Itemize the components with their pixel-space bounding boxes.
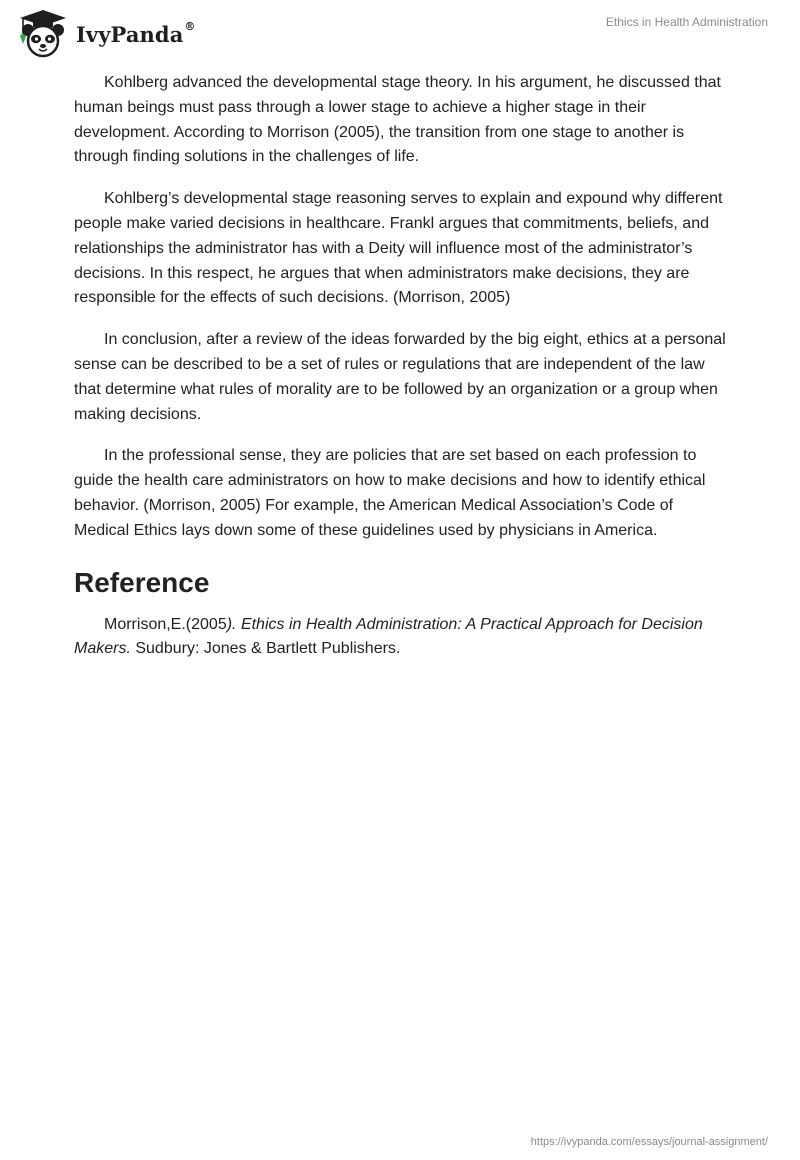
paragraph-3: In conclusion, after a review of the ideas forwarded by the big eight, ethics at a personal sense can be described to be a set of rules or regulations that are independent of the law that determine what rules of morality are to be followed by an organization or a group when making decisions.: [74, 331, 726, 423]
source-url[interactable]: https://ivypanda.com/essays/journal-assignment/: [530, 1136, 768, 1148]
reference-publisher: Sudbury: Jones & Bartlett Publishers.: [130, 640, 401, 658]
reference-title: ). Ethics in Health Administration: A Practical Approach for Decision Makers.: [74, 615, 703, 658]
reference-entry: [74, 613, 726, 663]
brand-name: IvyPanda®: [76, 19, 196, 47]
reference-author: Morrison,E.(2005: [104, 615, 227, 633]
reference-heading: Reference: [74, 566, 210, 598]
paragraph-1: Kohlberg advanced the developmental stage theory. In his argument, he discussed that human beings must pass through a lower stage to achieve a higher stage in their development. According to Morrison (2005), the transition from one stage to another is through finding solutions in the challenges of life.: [74, 74, 721, 166]
document-title: Ethics in Health Administration: [605, 15, 768, 29]
panda-graduation-icon: [14, 8, 72, 58]
paragraph-4: In the professional sense, they are policies that are set based on each profession to guide the health care administrators on how to make decisions and how to identify ethical behavior. (Morrison, 2005) For example, the American Medical Association’s Code of Medical Ethics lays down some of these guidelines used by physicians in America.: [74, 447, 706, 539]
paragraph-2: Kohlberg’s developmental stage reasoning serves to explain and expound why different people make varied decisions in healthcare. Frankl argues that commitments, beliefs, and relationships the administrator has with a Deity will influence most of the administrator’s decisions. In this respect, he argues that when administrators make decisions, they are responsible for the effects of such decisions. (Morrison, 2005): [74, 190, 723, 307]
page-header: [0, 0, 800, 64]
brand-logo[interactable]: [14, 8, 196, 58]
registered-mark: ®: [184, 19, 196, 33]
essay-body: [74, 71, 726, 662]
